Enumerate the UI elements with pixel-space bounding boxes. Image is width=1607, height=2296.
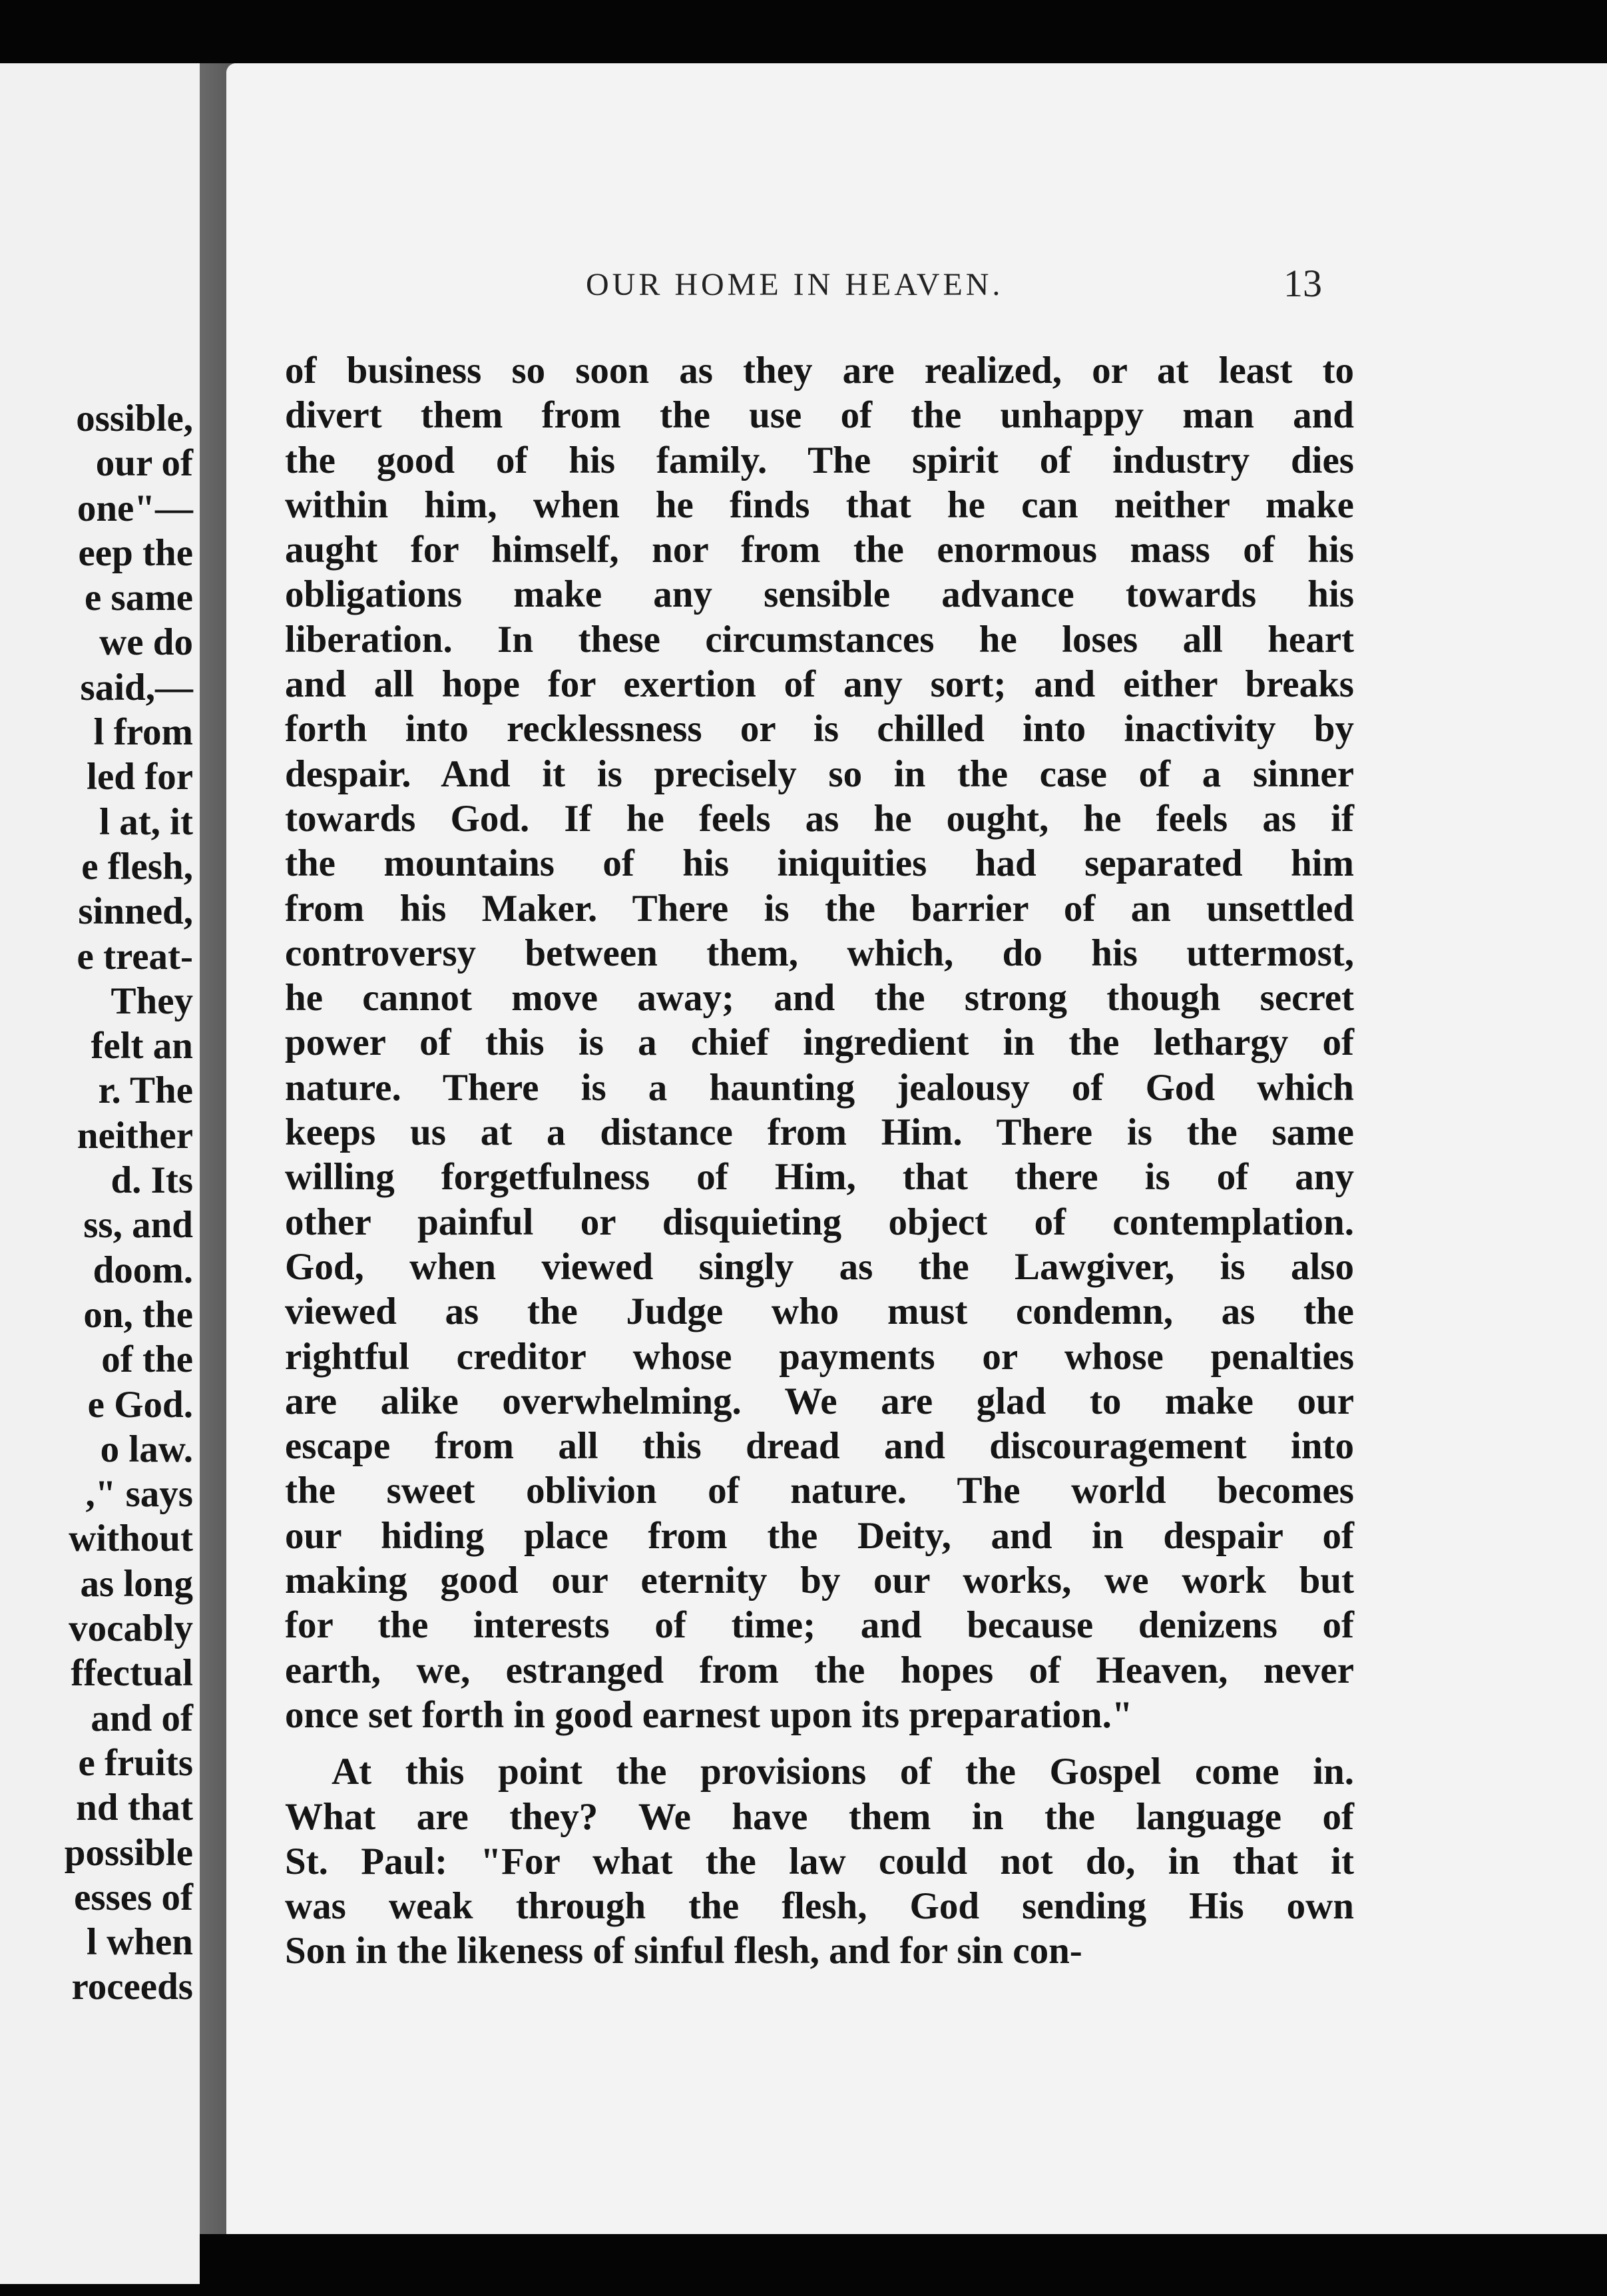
text-line: towards God. If he feels as he ought, he feels as if: [285, 797, 1354, 840]
left-page-line: l from: [93, 711, 193, 754]
text-line: once set forth in good earnest upon its preparation.": [285, 1693, 1133, 1736]
left-page-line: neither: [77, 1114, 193, 1157]
page-header: [226, 262, 1607, 320]
text-line: willing forgetfulness of Him, that there is of any: [285, 1156, 1354, 1199]
text-line: was weak through the flesh, God sending His own: [285, 1885, 1354, 1928]
left-page-line: d. Its: [111, 1159, 193, 1202]
left-page-line: possible: [64, 1831, 193, 1874]
left-page-line: of the: [101, 1338, 193, 1381]
left-page-line: one"—: [77, 487, 193, 529]
left-page-line: o law.: [100, 1428, 193, 1470]
text-line: At this point the provisions of the Gospel come in.: [332, 1751, 1354, 1793]
text-line: within him, when he finds that he can neither make: [285, 483, 1354, 526]
left-page-line: doom.: [93, 1249, 193, 1291]
left-page-line: e same: [84, 577, 193, 619]
left-page-line: e treat-: [77, 935, 193, 978]
text-line: escape from all this dread and discouragement into: [285, 1425, 1354, 1468]
left-page-line: led for: [87, 756, 193, 798]
left-page-line: roceeds: [71, 1966, 193, 2008]
text-line: keeps us at a distance from Him. There is the same: [285, 1111, 1354, 1154]
left-page-line: l at, it: [99, 800, 193, 843]
left-page-line: on, the: [83, 1293, 193, 1336]
text-line: power of this is a chief ingredient in the lethargy of: [285, 1021, 1354, 1064]
left-page-line: ss, and: [83, 1204, 193, 1247]
body-text: [285, 348, 1354, 1974]
paragraph-1: [285, 348, 1354, 1737]
left-page-line: as long: [80, 1562, 193, 1605]
page-bottom-shadow: [200, 2234, 1607, 2296]
text-line: other painful or disquieting object of contemplation.: [285, 1201, 1354, 1243]
text-line: he cannot move away; and the strong though secret: [285, 977, 1354, 1019]
left-page-line: eep the: [78, 531, 193, 574]
left-page-line: esses of: [74, 1876, 193, 1918]
left-page-line: said,—: [80, 666, 193, 709]
text-line: for the interests of time; and because denizens of: [285, 1604, 1354, 1647]
running-head: OUR HOME IN HEAVEN.: [586, 267, 1004, 302]
text-line: controversy between them, which, do his uttermost,: [285, 932, 1354, 974]
left-page-line: e fruits: [78, 1741, 193, 1784]
text-line: the sweet oblivion of nature. The world becomes: [285, 1470, 1354, 1512]
left-page: [0, 63, 200, 2284]
text-line: despair. And it is precisely so in the case of a sinner: [285, 752, 1354, 795]
left-page-line: ," says: [85, 1473, 193, 1516]
right-page: [226, 63, 1607, 2234]
left-page-line: e God.: [87, 1383, 193, 1426]
paragraph-2: [285, 1749, 1354, 1973]
text-line: nature. There is a haunting jealousy of God which: [285, 1066, 1354, 1109]
left-page-line: sinned,: [78, 890, 193, 933]
left-page-line: without: [69, 1518, 193, 1560]
text-line: making good our eternity by our works, we work but: [285, 1560, 1354, 1602]
text-line: our hiding place from the Deity, and in despair of: [285, 1514, 1354, 1557]
text-line: God, when viewed singly as the Lawgiver, is also: [285, 1245, 1354, 1288]
left-page-line: r. The: [98, 1069, 193, 1112]
paragraph-break: [285, 1737, 1354, 1749]
left-page-line: e flesh,: [81, 845, 193, 888]
left-page-line: ossible,: [76, 398, 193, 439]
text-line: are alike overwhelming. We are glad to make our: [285, 1380, 1354, 1422]
left-page-line: our of: [95, 442, 193, 485]
text-line: and all hope for exertion of any sort; and either breaks: [285, 663, 1354, 706]
text-line: of business so soon as they are realized, or at least to: [285, 350, 1354, 392]
left-page-line: and of: [91, 1697, 193, 1739]
left-page-line: They: [111, 980, 193, 1022]
page-number: 13: [1283, 262, 1322, 305]
text-line: earth, we, estranged from the hopes of Heaven, never: [285, 1649, 1354, 1691]
left-page-line: ffectual: [71, 1652, 193, 1695]
text-line: forth into recklessness or is chilled into inactivity by: [285, 708, 1354, 750]
left-page-line: vocably: [69, 1607, 193, 1650]
left-page-line: we do: [99, 621, 193, 664]
text-line: rightful creditor whose payments or whose penalties: [285, 1335, 1354, 1378]
left-page-line: nd that: [76, 1787, 193, 1829]
text-line: obligations make any sensible advance towards his: [285, 573, 1354, 616]
left-page-text: [0, 396, 193, 2010]
text-line: viewed as the Judge who must condemn, as the: [285, 1291, 1354, 1333]
text-line: Son in the likeness of sinful flesh, and for sin con-: [285, 1930, 1082, 1972]
text-line: from his Maker. There is the barrier of an unsettled: [285, 887, 1354, 930]
text-line: the mountains of his iniquities had separated him: [285, 842, 1354, 885]
text-line: What are they? We have them in the language of: [285, 1795, 1354, 1838]
text-line: divert them from the use of the unhappy man and: [285, 394, 1354, 437]
text-line: St. Paul: "For what the law could not do, in that it: [285, 1840, 1354, 1882]
text-line: aught for himself, nor from the enormous mass of his: [285, 529, 1354, 571]
text-line: the good of his family. The spirit of industry dies: [285, 439, 1354, 481]
left-page-line: felt an: [91, 1025, 193, 1067]
left-page-line: l when: [87, 1921, 193, 1964]
text-line: liberation. In these circumstances he loses all heart: [285, 618, 1354, 661]
